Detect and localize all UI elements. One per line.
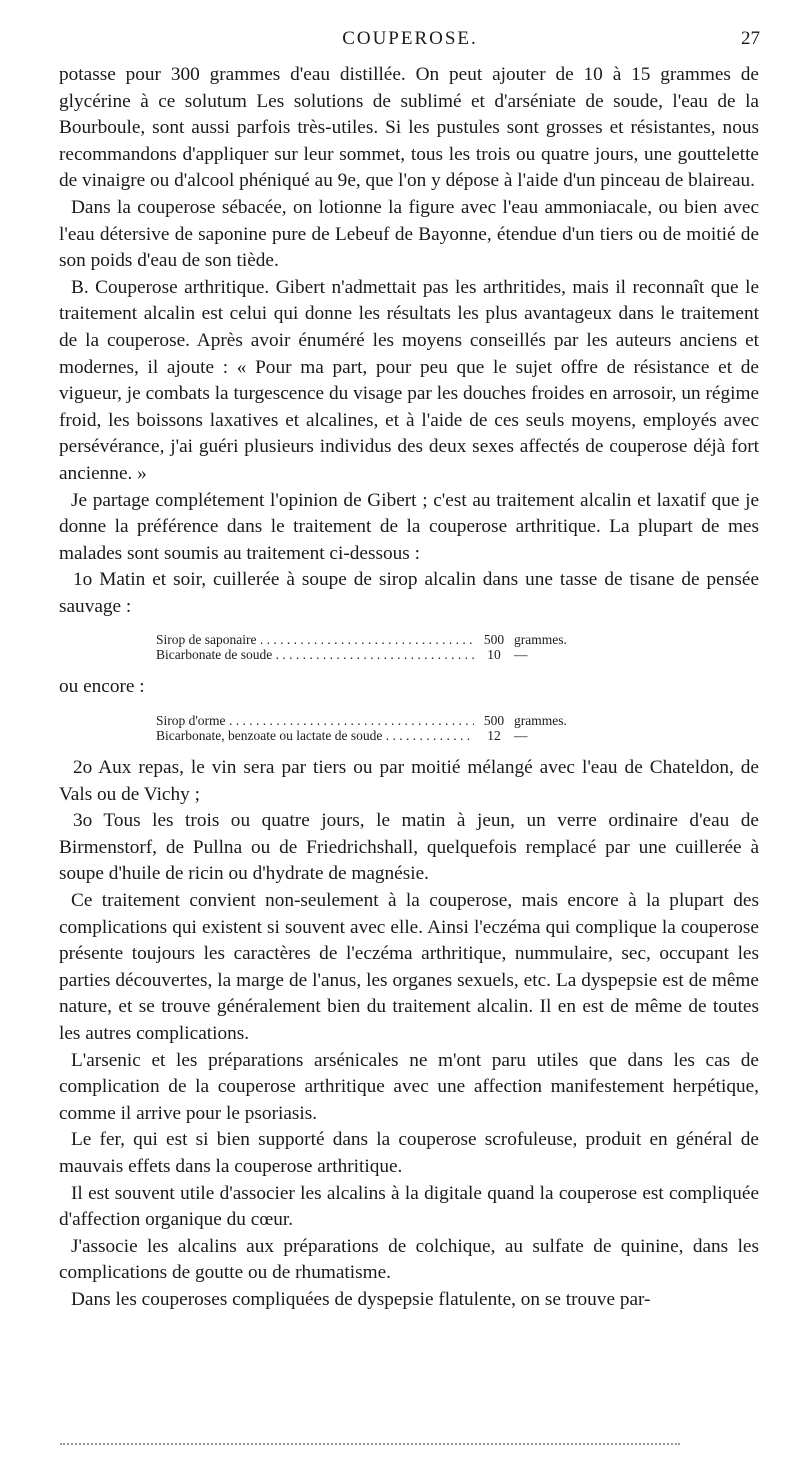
recipe-table [156,713,588,743]
paragraph: 2o Aux repas, le vin sera par tiers ou par moitié mélangé avec l'eau de Chateldon, de Vals ou de Vichy ; [59,757,759,805]
recipe-quantity: 500 [483,632,505,648]
recipe-row [156,713,588,728]
recipe-row [156,647,588,662]
recipe-table [156,632,588,662]
page-header [60,28,760,58]
recipe-ingredient: Sirop de saponaire . . . [156,632,474,647]
ou-encore-text: ou encore : [59,676,145,698]
paragraph: potasse pour 300 grammes d'eau distillée. On peut ajouter de 10 à 15 grammes de glycérine à ce solutum Les solutions de sublimé et d'arséniate de soude, l'eau de la Bourboule, sont aussi parfois très-utiles. Si les pustules sont grosses et résistantes, nous recommandons d'appliquer sur leur sommet, tous les trois ou quatre jours, une gouttelette de vinaigre ou d'alcool phéniqué au 9e, que l'on y dépose à l'aide d'un pinceau de blaireau. [59,64,759,192]
page-body [59,62,759,1314]
paragraph: Dans la couperose sébacée, on lotionne la figure avec l'eau ammoniacale, ou bien avec l'eau détersive de saponine pure de Lebeuf de Bayonne, étendue d'un tiers ou de moitié de son poids d'eau de son tiède. [59,196,759,272]
recipe-unit: grammes. [514,632,567,648]
paragraph: Le fer, qui est si bien supporté dans la couperose scrofuleuse, produit en général de mauvais effets dans la couperose arthritique. [59,1129,759,1177]
bleed-through-dots [60,1433,680,1445]
recipe-unit: — [514,647,528,663]
recipe-ingredient: Bicarbonate, benzoate ou lactate de soude . . . [156,728,474,743]
paragraph: 1o Matin et soir, cuillerée à soupe de sirop alcalin dans une tasse de tisane de pensée sauvage : [59,569,759,617]
recipe-row [156,728,588,743]
recipe-ingredient: Bicarbonate de soude . . . [156,647,474,662]
running-title: COUPEROSE. [342,28,478,49]
recipe-ingredient: Sirop d'orme . . . [156,713,474,728]
paragraph: Ce traitement convient non-seulement à la couperose, mais encore à la plupart des complications qui existent si souvent avec elle. Ainsi l'eczéma qui complique la couperose présente toujours les caractères de l'eczéma arthritique, nummulaire, sec, occupant les parties découvertes, la marge de l'anus, les organes sexuels, etc. La dyspepsie est de même nature, et se trouve généralement bien du traitement alcalin. Il en est de même de toutes les autres complications. [59,890,759,1044]
paragraph: J'associe les alcalins aux préparations de colchique, au sulfate de quinine, dans les complications de goutte ou de rhumatisme. [59,1235,759,1284]
paragraph: Il est souvent utile d'associer les alcalins à la digitale quand la couperose est compliquée d'affection organique du cœur. [59,1182,759,1231]
recipe-quantity: 12 [487,728,501,744]
paragraph: 3o Tous les trois ou quatre jours, le matin à jeun, un verre ordinaire d'eau de Birmenstorf, de Pullna ou de Friedrichshall, quelquefois remplacé par une cuillerée à soupe d'huile de ricin ou d'hydrate de magnésie. [59,810,759,885]
recipe-quantity: 500 [483,713,505,729]
paragraph: Je partage complétement l'opinion de Gibert ; c'est au traitement alcalin et laxatif que je donne la préférence dans le traitement de la couperose arthritique. La plupart de mes malades sont soumis au traitement ci-dessous : [59,489,759,564]
recipe-quantity: 10 [487,647,501,663]
recipe-unit: — [514,728,528,744]
recipe-row [156,632,588,647]
recipe-unit: grammes. [514,713,567,729]
page-number: 27 [741,28,760,49]
paragraph: Dans les couperoses compliquées de dyspepsie flatulente, on se trouve par- [71,1288,651,1310]
paragraph: L'arsenic et les préparations arsénicales ne m'ont paru utiles que dans les cas de complication de la couperose arthritique avec une affection manifestement herpétique, comme il arrive pour le psoriasis. [59,1049,759,1124]
paragraph: B. Couperose arthritique. Gibert n'admettait pas les arthritides, mais il reconnaît que le traitement alcalin est celui qui donne les résultats les plus avantageux dans le traitement de la couperose. Après avoir énuméré les moyens conseillés par les auteurs anciens et modernes, il ajoute : « Pour ma part, pour peu que le sujet offre de résistance et de vigueur, je combats la turgescence du visage par les douches froides en arrosoir, un régime froid, les boissons laxatives et alcalines, et à l'aide de ces seuls moyens, employés avec persévérance, j'ai guéri plusieurs individus des deux sexes affectés de couperose déjà fort ancienne. » [59,276,759,484]
